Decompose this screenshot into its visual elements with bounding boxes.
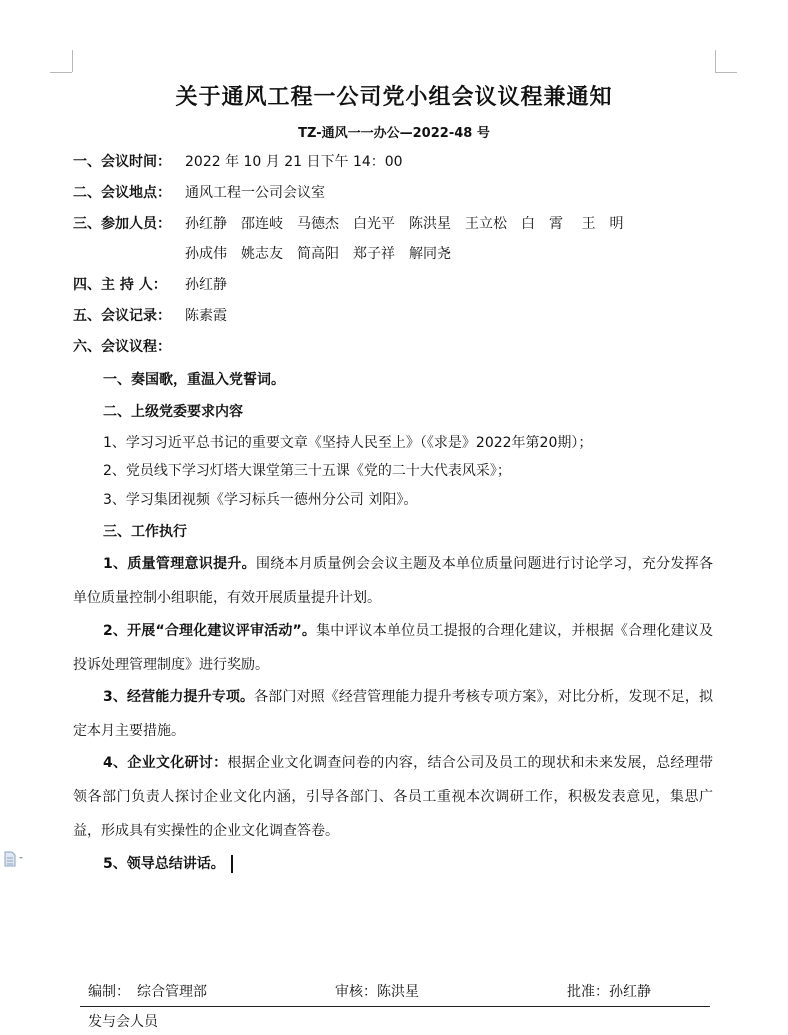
document-number: TZ-通风一一办公—2022-48 号 — [298, 126, 490, 141]
work-item-3-body: 各部门对照《经营管理能力提升考核专项方案》，对比分析，发现不足，拟定本月主要措施。 — [73, 689, 713, 739]
work-item-3-heading: 3、经营能力提升专项。 — [103, 689, 255, 705]
document-icon[interactable] — [4, 851, 18, 867]
work-item-1-body: 围绕本月质量例会会议主题及本单位质量问题进行讨论学习，充分发挥各单位质量控制小组职能，有效开展质量提升计划。 — [73, 556, 713, 606]
crop-mark-top-right-h — [715, 72, 737, 73]
work-item-4-heading: 4、企业文化研讨： — [103, 755, 228, 771]
host-label: 四、主 持 人： — [73, 277, 167, 293]
agenda-item-2-3: 3、学习集团视频《学习标兵一德州分公司 刘阳》。 — [103, 492, 418, 508]
meeting-time-label: 一、会议时间： — [73, 154, 171, 170]
agenda-item-2-2: 2、党员线下学习灯塔大课堂第三十五课《党的二十大代表风采》； — [103, 463, 511, 479]
work-item-4-body: 根据企业文化调查问卷的内容，结合公司及员工的现状和未来发展，总经理带领各部门负责人探讨企业文化内涵，引导各部门、各员工重视本次调研工作，积极发表意见，集思广益，形成具有实操性的企业文化调查答卷。 — [73, 755, 713, 839]
work-item-1-heading: 1、质量管理意识提升。 — [103, 556, 256, 572]
text-cursor — [231, 855, 233, 873]
agenda-label: 六、会议议程： — [73, 339, 171, 355]
work-item-3 — [73, 680, 713, 748]
recorder-value: 陈素霞 — [185, 308, 227, 324]
work-item-2-heading: 2、开展“合理化建议评审活动”。 — [103, 623, 317, 639]
crop-mark-top-left-v — [72, 50, 73, 72]
agenda-section-2: 二、上级党委要求内容 — [103, 404, 243, 420]
crop-mark-top-right-v — [715, 50, 716, 72]
agenda-section-3: 三、工作执行 — [103, 524, 187, 540]
recorder-label: 五、会议记录： — [73, 308, 171, 324]
work-item-2 — [73, 614, 713, 682]
footer-divider — [80, 1006, 710, 1007]
agenda-item-2-1: 1、学习习近平总书记的重要文章《坚持人民至上》（《求是》2022年第20期）； — [103, 435, 593, 451]
meeting-place-value: 通风工程一公司会议室 — [185, 185, 325, 201]
drafted-by: 编制： 综合管理部 — [88, 984, 207, 1000]
work-item-4 — [73, 746, 713, 848]
meeting-place-label: 二、会议地点： — [73, 185, 171, 201]
host-value: 孙红静 — [185, 277, 227, 293]
approved-by: 批准：孙红静 — [567, 984, 651, 1000]
attendees-line-1: 孙红静 邵连岐 马德杰 白光平 陈洪星 王立松 白 霄 王 明 — [185, 216, 624, 232]
work-item-5-text: 5、领导总结讲话。 — [103, 856, 225, 872]
attendees-label: 三、参加人员： — [73, 216, 171, 232]
agenda-section-1: 一、奏国歌，重温入党誓词。 — [103, 372, 285, 388]
work-item-5 — [103, 853, 233, 873]
attendees-line-2: 孙成伟 姚志友 简高阳 郑子祥 解同尧 — [185, 246, 451, 262]
work-item-2-body: 集中评议本单位员工提报的合理化建议，并根据《合理化建议及投诉处理管理制度》进行奖励。 — [73, 623, 713, 673]
document-title: 关于通风工程一公司党小组会议议程兼通知 — [175, 85, 613, 110]
work-item-1 — [73, 547, 713, 615]
reviewed-by: 审核：陈洪星 — [335, 984, 419, 1000]
crop-mark-top-left-h — [50, 72, 72, 73]
distribution-list: 发与会人员 — [88, 1014, 158, 1030]
meeting-time-value: 2022 年 10 月 21 日下午 14：00 — [185, 154, 403, 170]
